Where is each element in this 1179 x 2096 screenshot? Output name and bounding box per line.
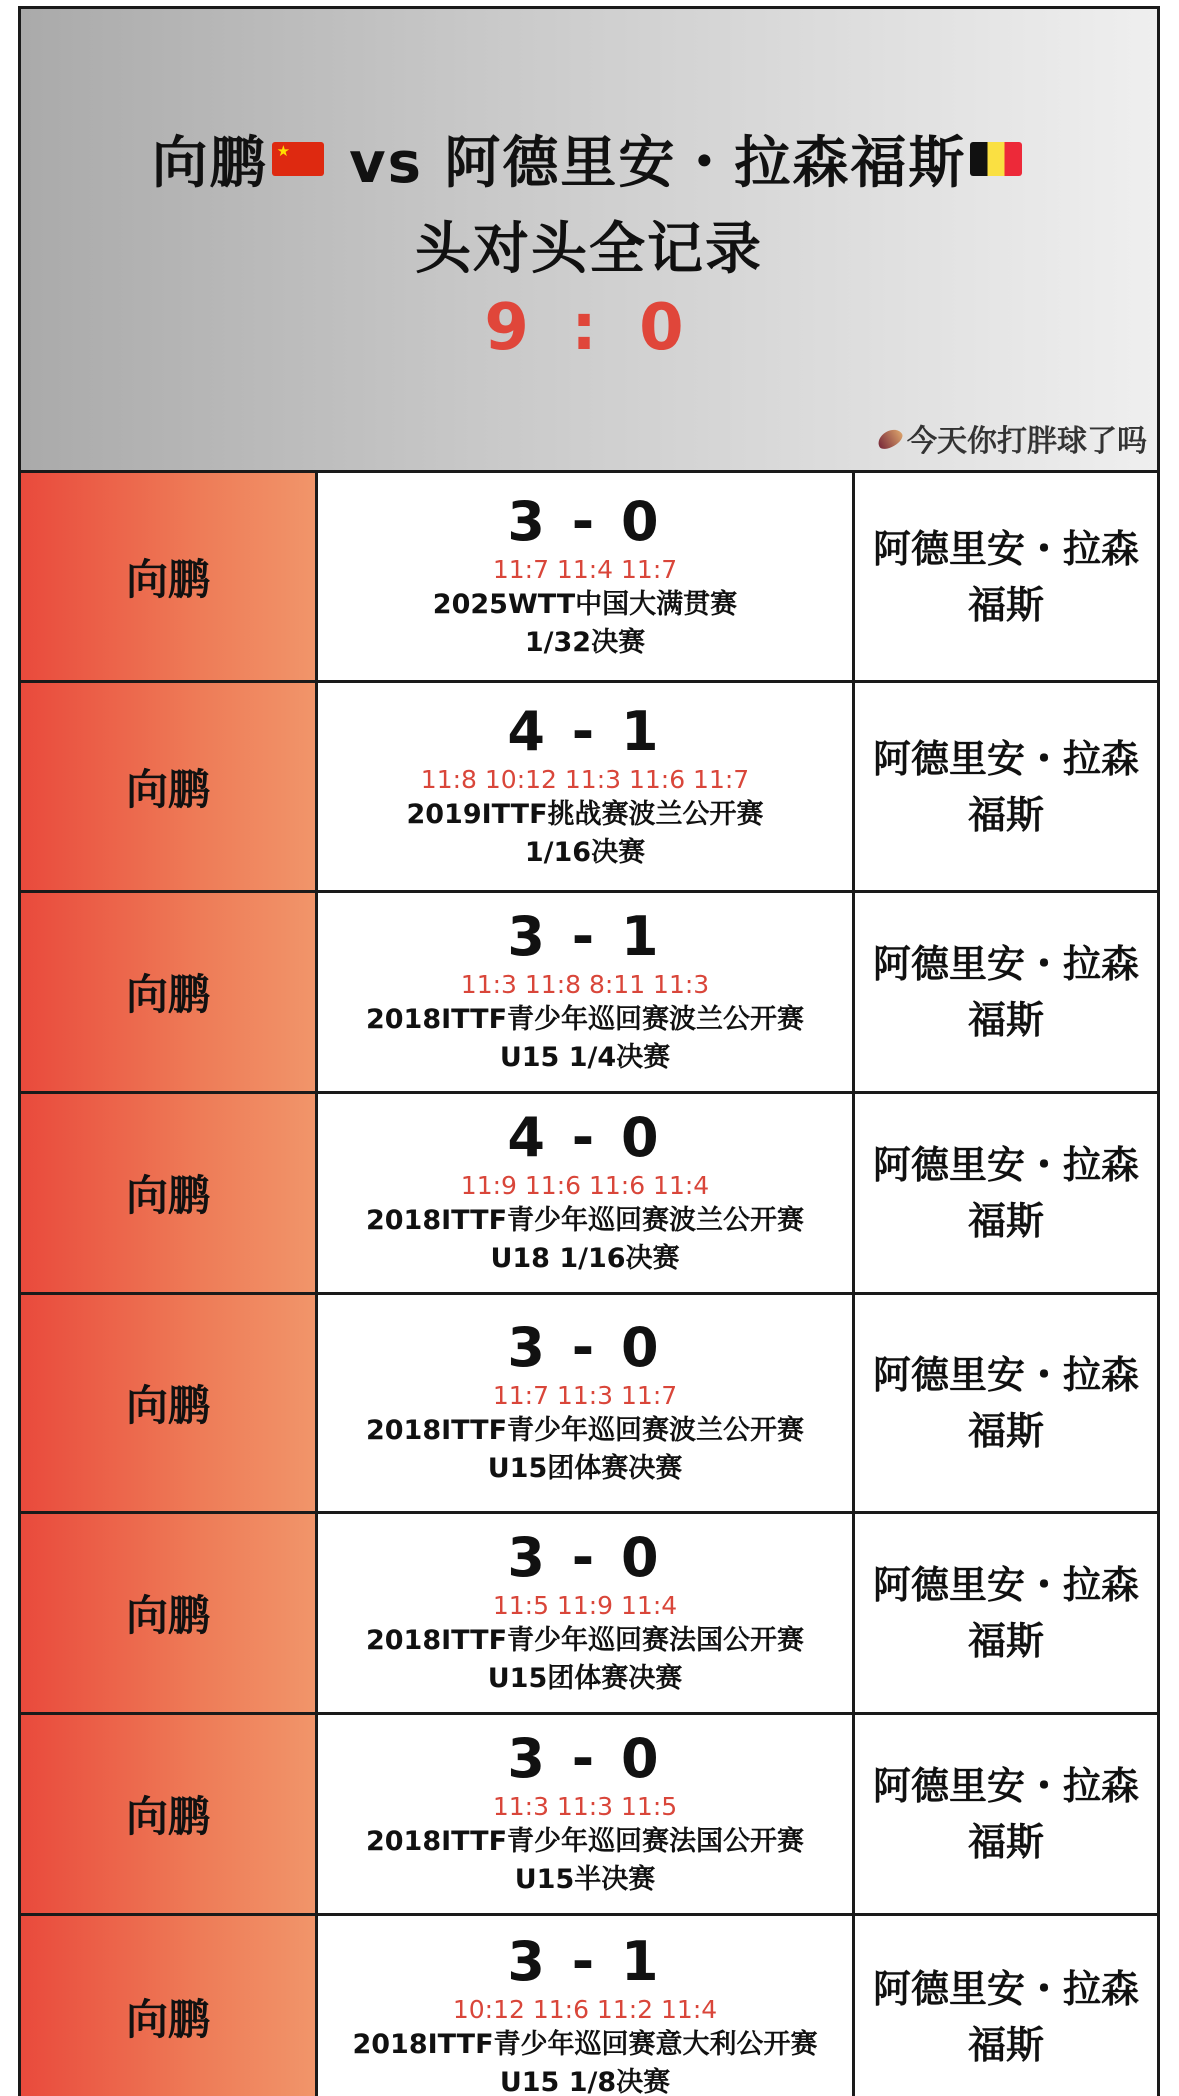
match-detail [318, 1715, 855, 1913]
player-b-cell: 阿德里安・拉森福斯 [872, 1966, 1139, 2067]
player-b-cell: 阿德里安・拉森福斯 [872, 942, 1139, 1042]
match-detail [318, 473, 855, 680]
player-a-cell: 向鹏 [21, 683, 318, 890]
total-score: 9 : 0 [484, 291, 694, 365]
player-a-name: 向鹏 [151, 131, 268, 196]
player-b-cell: 阿德里安・拉森福斯 [872, 736, 1139, 837]
matchup-title [21, 119, 1157, 199]
match-row [21, 1094, 1157, 1295]
round-name: 1/16决赛 [524, 836, 646, 868]
event-name: 2018ITTF青少年巡回赛波兰公开赛 [365, 1415, 805, 1446]
match-score: 3 - 1 [507, 1929, 663, 1993]
match-detail [318, 1514, 855, 1712]
game-scores: 11:7 11:3 11:7 [492, 1381, 678, 1410]
round-name: U15团体赛决赛 [487, 1453, 683, 1484]
match-detail [318, 893, 855, 1091]
match-score: 3 - 0 [507, 1727, 663, 1790]
game-scores: 11:7 11:4 11:7 [492, 554, 678, 584]
belgium-flag-icon [970, 142, 1022, 176]
round-name: U18 1/16决赛 [490, 1243, 680, 1274]
round-name: 1/32决赛 [524, 626, 646, 658]
match-detail [318, 1094, 855, 1292]
event-name: 2018ITTF青少年巡回赛波兰公开赛 [365, 1004, 805, 1035]
player-a-cell: 向鹏 [21, 893, 318, 1091]
player-b-cell: 阿德里安・拉森福斯 [872, 1143, 1139, 1243]
game-scores: 11:9 11:6 11:6 11:4 [460, 1171, 710, 1200]
event-name: 2018ITTF青少年巡回赛意大利公开赛 [352, 2028, 818, 2060]
player-b-cell: 阿德里安・拉森福斯 [872, 1353, 1139, 1453]
match-row [21, 1916, 1157, 2096]
match-row [21, 1715, 1157, 1916]
watermark-text: 今天你打胖球了吗 [907, 424, 1147, 459]
player-a-cell: 向鹏 [21, 473, 318, 680]
player-b-cell: 阿德里安・拉森福斯 [872, 1764, 1139, 1864]
match-score: 3 - 0 [507, 489, 663, 553]
player-b-name: 阿德里安・拉森福斯 [444, 131, 967, 196]
event-name: 2018ITTF青少年巡回赛法国公开赛 [365, 1826, 805, 1857]
match-row [21, 893, 1157, 1094]
event-name: 2019ITTF挑战赛波兰公开赛 [406, 798, 764, 830]
round-name: U15团体赛决赛 [487, 1663, 683, 1694]
event-name: 2018ITTF青少年巡回赛波兰公开赛 [365, 1205, 805, 1236]
round-name: U15 1/4决赛 [499, 1042, 671, 1073]
match-detail [318, 1916, 855, 2096]
subtitle: 头对头全记录 [415, 217, 763, 282]
match-score: 3 - 1 [507, 905, 663, 968]
header [21, 9, 1157, 473]
event-name: 2018ITTF青少年巡回赛法国公开赛 [365, 1625, 805, 1656]
vs-label: vs [349, 131, 423, 196]
match-row [21, 1514, 1157, 1715]
eggplant-icon [875, 426, 906, 453]
event-name: 2025WTT中国大满贯赛 [432, 588, 738, 620]
match-row [21, 473, 1157, 683]
china-flag-icon [272, 142, 324, 176]
match-score: 3 - 0 [507, 1526, 663, 1589]
match-row [21, 683, 1157, 893]
match-score: 4 - 1 [507, 699, 663, 763]
record-card [18, 6, 1160, 2096]
match-score: 4 - 0 [507, 1106, 663, 1169]
player-b-cell: 阿德里安・拉森福斯 [872, 526, 1139, 627]
game-scores: 10:12 11:6 11:2 11:4 [452, 1994, 718, 2024]
round-name: U15 1/8决赛 [499, 2066, 671, 2096]
player-a-cell: 向鹏 [21, 1514, 318, 1712]
match-detail [318, 683, 855, 890]
player-a-cell: 向鹏 [21, 1094, 318, 1292]
match-score: 3 - 0 [507, 1316, 663, 1379]
game-scores: 11:3 11:8 8:11 11:3 [460, 970, 710, 999]
player-a-cell: 向鹏 [21, 1295, 318, 1511]
game-scores: 11:8 10:12 11:3 11:6 11:7 [420, 764, 750, 794]
player-a-cell: 向鹏 [21, 1916, 318, 2096]
player-a-cell: 向鹏 [21, 1715, 318, 1913]
round-name: U15半决赛 [514, 1864, 656, 1895]
player-b-cell: 阿德里安・拉森福斯 [872, 1563, 1139, 1663]
match-row [21, 1295, 1157, 1514]
match-detail [318, 1295, 855, 1511]
match-list [21, 473, 1157, 2096]
game-scores: 11:3 11:3 11:5 [492, 1792, 678, 1821]
watermark [877, 416, 1147, 460]
game-scores: 11:5 11:9 11:4 [492, 1591, 678, 1620]
